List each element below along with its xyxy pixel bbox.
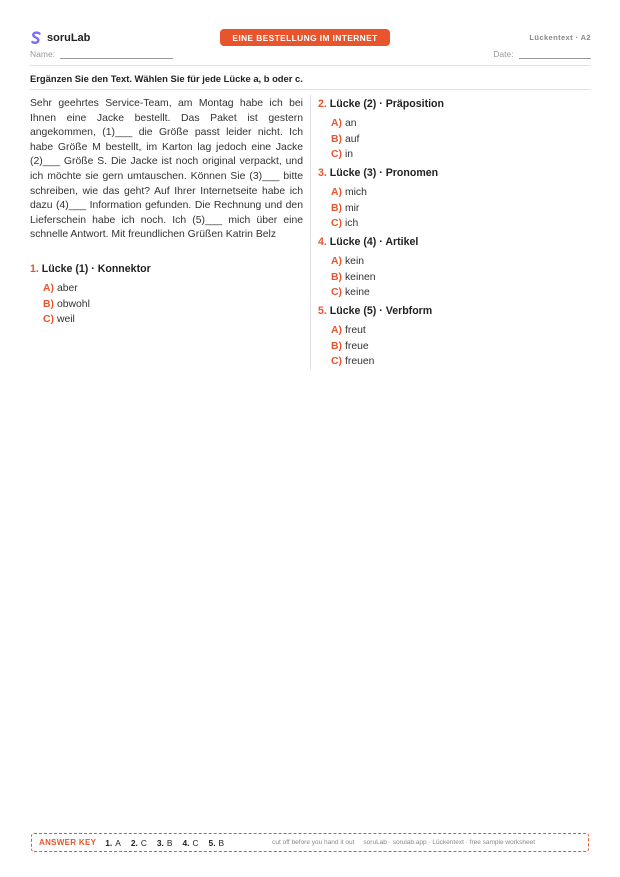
question-heading xyxy=(318,304,432,318)
option-letter: A) xyxy=(331,187,342,198)
question-title: Lücke (3) · Pronomen xyxy=(329,167,439,179)
answer-item xyxy=(131,838,147,848)
answer-number: 4. xyxy=(182,837,190,848)
option-text: ich xyxy=(344,218,359,230)
option-text: mich xyxy=(344,187,367,198)
option-letter: A) xyxy=(331,256,342,267)
option-letter: C) xyxy=(331,149,342,161)
option-a[interactable] xyxy=(43,281,151,297)
column-divider xyxy=(310,95,311,370)
question-number: 2. xyxy=(318,98,327,110)
option-letter: C) xyxy=(331,356,342,368)
answer-key-label: ANSWER KEY xyxy=(39,838,97,847)
date-line[interactable] xyxy=(519,49,591,59)
name-line[interactable] xyxy=(60,49,173,59)
option-text: auf xyxy=(344,133,360,145)
question-4 xyxy=(318,235,418,301)
answer-value: C xyxy=(140,837,147,848)
option-letter: B) xyxy=(331,271,342,283)
date-field xyxy=(493,49,591,59)
question-2 xyxy=(318,97,444,163)
brand xyxy=(30,31,90,45)
question-1 xyxy=(30,262,151,328)
option-b[interactable] xyxy=(331,132,444,148)
option-c[interactable] xyxy=(331,354,432,370)
option-text: freue xyxy=(344,340,369,352)
question-title: Lücke (4) · Artikel xyxy=(329,236,419,248)
option-b[interactable] xyxy=(43,297,151,313)
answer-item xyxy=(105,838,121,848)
option-list xyxy=(43,281,151,328)
question-heading xyxy=(318,97,444,111)
option-letter: C) xyxy=(331,218,342,230)
question-heading xyxy=(318,235,418,249)
option-text: keine xyxy=(344,287,370,299)
sorulab-logo-icon xyxy=(30,31,42,45)
header-divider xyxy=(30,65,591,66)
option-text: aber xyxy=(56,283,78,294)
option-text: kein xyxy=(344,256,365,267)
answer-value: A xyxy=(115,837,121,848)
question-3 xyxy=(318,166,438,232)
option-letter: B) xyxy=(43,298,54,310)
question-heading xyxy=(318,166,438,180)
answer-value: B xyxy=(166,837,173,848)
option-b[interactable] xyxy=(331,339,432,355)
option-c[interactable] xyxy=(331,216,438,232)
date-label: Date: xyxy=(493,49,514,59)
question-number: 4. xyxy=(318,236,327,248)
option-text: obwohl xyxy=(56,298,90,310)
option-letter: C) xyxy=(43,314,54,326)
answer-number: 2. xyxy=(130,837,138,848)
question-number: 3. xyxy=(318,167,327,179)
question-heading xyxy=(30,262,151,276)
option-letter: A) xyxy=(331,325,342,336)
answer-value: C xyxy=(192,837,199,848)
option-list xyxy=(331,185,438,232)
option-a[interactable] xyxy=(331,185,438,201)
option-text: mir xyxy=(344,202,360,214)
worksheet-footer: soruLab · sorulab.app · Lückentext · free sample worksheet xyxy=(363,839,536,846)
answer-number: 3. xyxy=(156,837,164,848)
worksheet-meta: Lückentext · A2 xyxy=(529,33,591,42)
answer-number: 5. xyxy=(208,837,216,848)
option-c[interactable] xyxy=(43,312,151,328)
answer-item xyxy=(209,838,225,848)
brand-name: soruLab xyxy=(47,32,91,44)
worksheet-title: EINE BESTELLUNG IM INTERNET xyxy=(220,29,390,46)
question-number: 1. xyxy=(30,263,39,275)
instruction: Ergänzen Sie den Text. Wählen Sie für jede Lücke a, b oder c. xyxy=(30,73,303,84)
option-letter: B) xyxy=(331,340,342,352)
passage-text: Sehr geehrtes Service-Team, am Montag habe ich bei Ihnen eine Jacke bestellt. Das Paket ist gestern angekommen, (1)___ die Größe passt leider nicht. Ich habe Größe M bestellt, im Karton lag jedoch eine Jacke (2)___ Größe S. Die Jacke ist noch original verpackt, und ich möchte sie gern umtauschen. Können Sie (3)___ bitte schreiben, wie das geht? Auf Ihrer Internetseite habe ich dazu (4)___ Information gefunden. Die Rechnung und den Lieferschein habe ich noch. Ich (5)___ mich über eine schnelle Antwort. Mit freundlichen Grüßen Katrin Belz xyxy=(30,98,303,241)
option-text: in xyxy=(344,149,354,161)
option-b[interactable] xyxy=(331,270,418,286)
option-list xyxy=(331,254,418,301)
question-title: Lücke (2) · Präposition xyxy=(329,98,444,110)
option-text: freuen xyxy=(344,356,375,368)
option-a[interactable] xyxy=(331,116,444,132)
instruction-divider xyxy=(30,89,591,90)
option-text: an xyxy=(344,118,357,129)
question-title: Lücke (1) · Konnektor xyxy=(41,263,151,275)
option-list xyxy=(331,116,444,163)
option-letter: B) xyxy=(331,133,342,145)
answer-item xyxy=(157,838,173,848)
question-number: 5. xyxy=(318,305,327,317)
option-letter: C) xyxy=(331,287,342,299)
option-c[interactable] xyxy=(331,285,418,301)
question-5 xyxy=(318,304,432,370)
option-text: weil xyxy=(56,314,75,326)
answer-key-note: cut off before you hand it out xyxy=(272,839,355,846)
option-c[interactable] xyxy=(331,147,444,163)
name-label: Name: xyxy=(30,49,56,59)
option-a[interactable] xyxy=(331,323,432,339)
name-field xyxy=(30,49,173,59)
option-letter: A) xyxy=(331,118,342,129)
answer-value: B xyxy=(218,837,225,848)
option-b[interactable] xyxy=(331,201,438,217)
option-letter: B) xyxy=(331,202,342,214)
option-text: freut xyxy=(344,325,366,336)
question-title: Lücke (5) · Verbform xyxy=(329,305,433,317)
answer-number: 1. xyxy=(105,837,113,848)
answer-key xyxy=(31,833,589,852)
option-letter: A) xyxy=(43,283,54,294)
option-a[interactable] xyxy=(331,254,418,270)
answer-item xyxy=(182,838,198,848)
option-list xyxy=(331,323,432,370)
option-text: keinen xyxy=(344,271,376,283)
